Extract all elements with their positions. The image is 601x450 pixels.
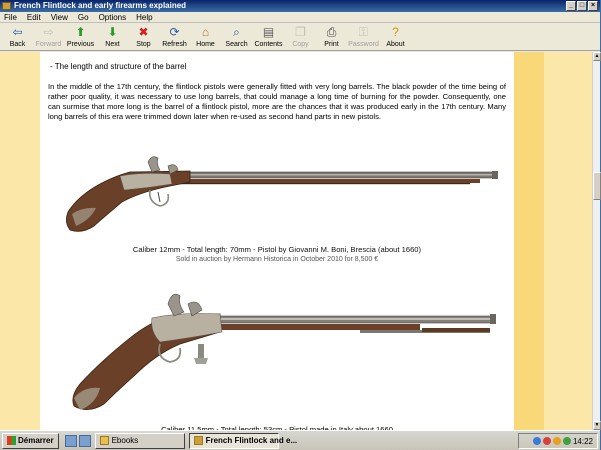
folder-icon: [100, 436, 109, 445]
close-button[interactable]: ×: [588, 1, 598, 11]
toolbar-label: Password: [348, 41, 379, 48]
task-label: Ebooks: [111, 436, 139, 445]
start-button[interactable]: [2, 433, 59, 449]
back-arrow-icon: ⇦: [12, 25, 23, 39]
article-page: [40, 52, 514, 430]
menu-view[interactable]: View: [50, 13, 68, 22]
task-label: French Flintlock and e...: [205, 436, 298, 445]
refresh-icon: ⟳: [169, 25, 180, 39]
print-button[interactable]: [316, 24, 347, 51]
down-arrow-icon: ⬇: [107, 25, 118, 39]
scroll-down-arrow[interactable]: ▼: [594, 422, 600, 428]
toolbar-label: Back: [9, 41, 26, 48]
start-label: Démarrer: [18, 436, 54, 445]
left-margin: [0, 52, 40, 430]
browser-icon[interactable]: [79, 435, 91, 447]
maximize-button[interactable]: □: [577, 1, 587, 11]
about-button[interactable]: [380, 24, 411, 51]
update-icon[interactable]: [553, 437, 561, 445]
window-controls: [566, 1, 598, 11]
toolbar-label: Previous: [66, 41, 95, 48]
network-icon[interactable]: [533, 437, 541, 445]
home-button[interactable]: [190, 24, 221, 51]
vertical-scrollbar[interactable]: [592, 52, 600, 430]
refresh-button[interactable]: [159, 24, 190, 51]
toolbar-label: Next: [105, 41, 120, 48]
password-button[interactable]: [347, 24, 380, 51]
title-bar: [0, 0, 600, 12]
toolbar-label: Forward: [35, 41, 62, 48]
menu-help[interactable]: Help: [136, 13, 153, 22]
help-icon: ?: [392, 25, 399, 39]
caption-pistol-1-sale: Sold in auction by Hermann Historica in October 2010 for 8,500 €: [175, 256, 379, 263]
search-icon: ⌕: [233, 25, 240, 39]
toolbar-label: Home: [196, 41, 215, 48]
article-paragraph: In the middle of the 17th century, the flintlock pistols were generally fitted with very long barrels. The black powder of the time being of rather poor quality, it was necessary to use long barrels, that could manage a long time of burning for the powder. Consequently, one can surmise that more long is the barrel of a flintlock pistol, more are the chances that it was produced early in the 17th century. Many long barrels of this era were trimmed down later when re-used as second hand parts in new pistols.: [48, 82, 506, 121]
copy-button[interactable]: [285, 24, 316, 51]
forward-arrow-icon: ⇨: [43, 25, 54, 39]
copy-icon: ❐: [295, 25, 306, 39]
contents-button[interactable]: [252, 24, 285, 51]
clock: 14:22: [572, 436, 593, 446]
quick-launch: [65, 435, 91, 447]
volume-icon[interactable]: [563, 437, 571, 445]
content-area: [0, 52, 592, 430]
menu-options[interactable]: Options: [98, 13, 127, 22]
windows-logo-icon: [7, 436, 16, 445]
taskbar: [0, 430, 600, 450]
toolbar-label: Stop: [136, 41, 151, 48]
toolbar-label: Refresh: [162, 41, 187, 48]
right-decorative-strip: [514, 52, 544, 430]
toolbar-label: About: [386, 41, 405, 48]
menu-bar: [0, 12, 600, 23]
task-french-flintlock[interactable]: [189, 433, 298, 449]
up-arrow-icon: ⬆: [75, 25, 86, 39]
stop-icon: ✖: [138, 25, 149, 39]
print-icon: ⎙: [326, 25, 337, 39]
toolbar-label: Contents: [254, 41, 283, 48]
search-button[interactable]: [221, 24, 252, 51]
caption-pistol-1: Caliber 12mm - Total length: 70mm - Pistol by Giovanni M. Boni, Brescia (about 1660): [132, 245, 422, 254]
back-button[interactable]: [2, 24, 33, 51]
system-tray: [518, 433, 598, 449]
app-icon: [2, 2, 11, 10]
menu-edit[interactable]: Edit: [26, 13, 41, 22]
book-icon: [194, 436, 203, 445]
scroll-thumb[interactable]: [593, 172, 601, 200]
key-icon: ⚿: [358, 25, 369, 39]
next-button[interactable]: [97, 24, 128, 51]
forward-button[interactable]: [33, 24, 64, 51]
pistol-image-1: [60, 152, 500, 242]
right-margin: [544, 52, 592, 430]
previous-button[interactable]: [64, 24, 97, 51]
security-icon[interactable]: [543, 437, 551, 445]
menu-file[interactable]: File: [4, 13, 17, 22]
stop-button[interactable]: [128, 24, 159, 51]
task-ebooks[interactable]: [95, 433, 185, 449]
pistol-image-2: [60, 288, 500, 418]
toolbar: [0, 24, 600, 51]
window-title: French Flintlock and early firearms explained: [14, 1, 187, 10]
toolbar-label: Search: [225, 41, 248, 48]
minimize-button[interactable]: _: [566, 1, 576, 11]
toolbar-label: Print: [324, 41, 339, 48]
toolbar-label: Copy: [292, 41, 309, 48]
contents-icon: ▤: [262, 25, 275, 39]
menu-go[interactable]: Go: [77, 13, 89, 22]
scroll-up-arrow[interactable]: ▲: [594, 53, 600, 59]
section-title: - The length and structure of the barrel: [50, 62, 187, 71]
desktop-icon[interactable]: [65, 435, 77, 447]
home-icon: ⌂: [201, 25, 210, 39]
